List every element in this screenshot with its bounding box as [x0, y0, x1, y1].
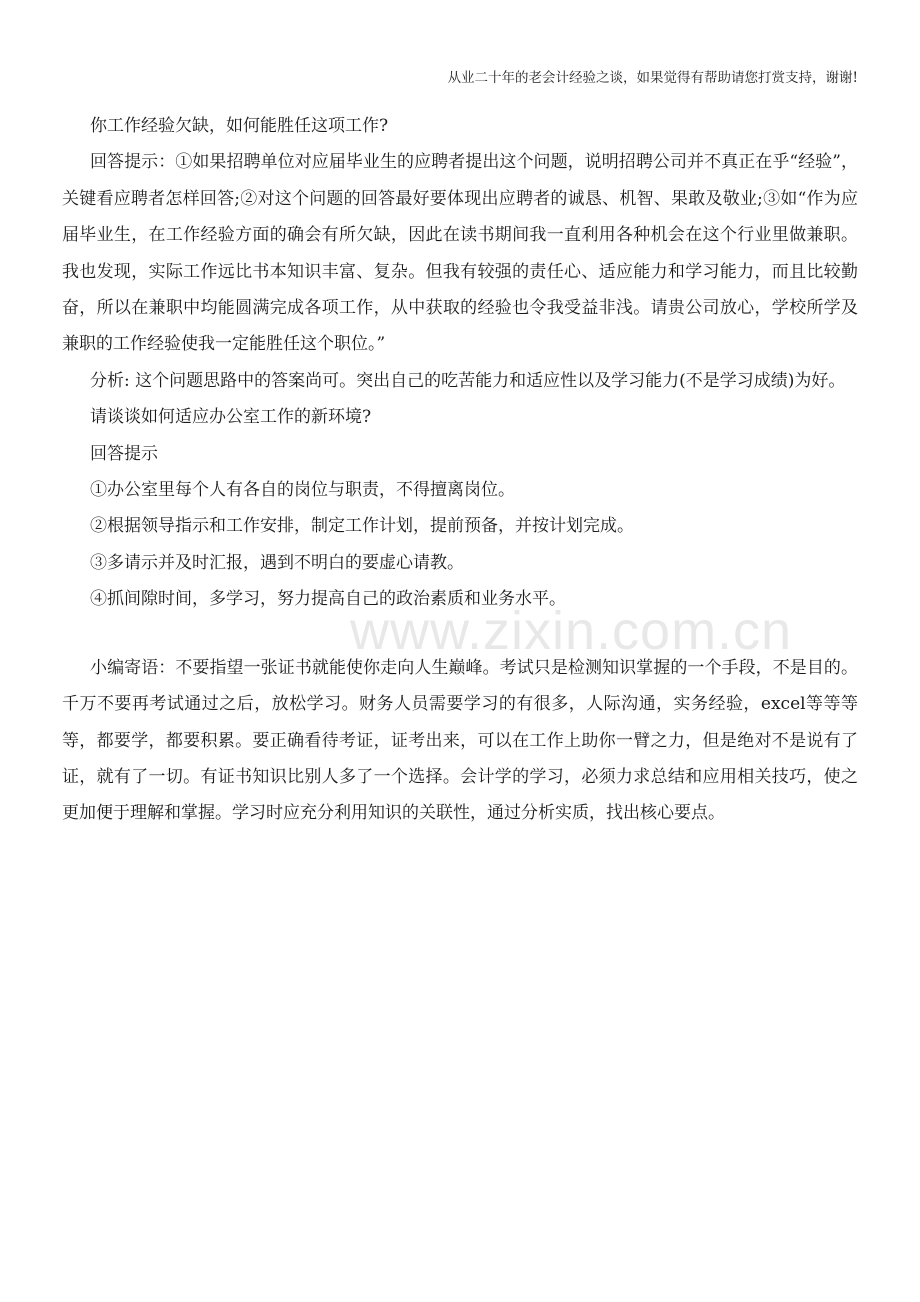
editor-note: 小编寄语：不要指望一张证书就能使你走向人生巅峰。考试只是检测知识掌握的一个手段，不是目的。千万不要再考试通过之后，放松学习。财务人员需要学习的有很多，人际沟通，实务经验，excel等等等等，都要学，都要积累。要正确看待考证，证考出来，可以在工作上助你一臂之力，但是绝对不是说有了证，就有了一切。有证书知识比别人多了一个选择。会计学的学习，必须力求总结和应用相关技巧，使之更加便于理解和掌握。学习时应充分利用知识的关联性，通过分析实质，找出核心要点。	[62, 657, 858, 824]
list-item: ④抓间隙时间，多学习，努力提高自己的政治素质和业务水平。	[90, 589, 566, 610]
header-note: 从业二十年的老会计经验之谈，如果觉得有帮助请您打赏支持，谢谢!	[447, 70, 858, 86]
document-body	[62, 108, 858, 832]
watermark: www.zixin.com.cn	[350, 601, 793, 661]
list-item: ①办公室里每个人有各自的岗位与职责，不得擅离岗位。	[90, 480, 515, 501]
question-1: 你工作经验欠缺，如何能胜任这项工作?	[90, 116, 389, 136]
paragraph-gap	[62, 618, 858, 650]
list-item: ③多请示并及时汇报，遇到不明白的要虚心请教。	[90, 552, 464, 573]
hint-label-2: 回答提示	[90, 443, 158, 464]
answer-1: 回答提示：①如果招聘单位对应届毕业生的应聘者提出这个问题，说明招聘公司并不真正在乎“经验”，关键看应聘者怎样回答;②对这个问题的回答最好要体现出应聘者的诚恳、机智、果敢及敬业;③如“作为应届毕业生，在工作经验方面的确会有所欠缺，因此在读书期间我一直利用各种机会在这个行业里做兼职。我也发现，实际工作远比书本知识丰富、复杂。但我有较强的责任心、适应能力和学习能力，而且比较勤奋，所以在兼职中均能圆满完成各项工作，从中获取的经验也令我受益非浅。请贵公司放心，学校所学及兼职的工作经验使我一定能胜任这个职位。”	[62, 152, 858, 355]
question-2: 请谈谈如何适应办公室工作的新环境?	[90, 407, 372, 428]
analysis-1: 分析: 这个问题思路中的答案尚可。突出自己的吃苦能力和适应性以及学习能力(不是学习成绩)为好。	[90, 370, 846, 391]
list-item: ②根据领导指示和工作安排，制定工作计划，提前预备，并按计划完成。	[90, 516, 634, 537]
